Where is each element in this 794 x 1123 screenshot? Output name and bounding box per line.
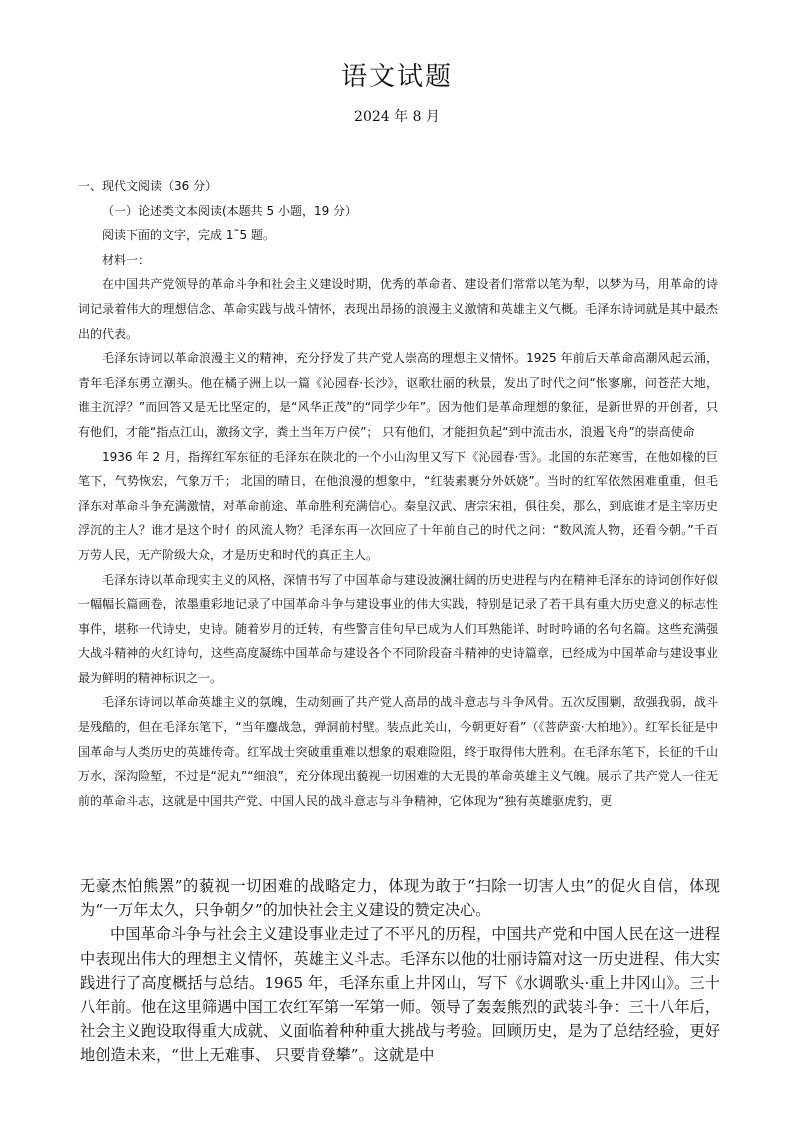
sub-section-heading: （一）论述类文本阅读(本题共 5 小题，19 分） [102, 203, 358, 218]
paragraph: 毛泽东诗词以革命英雄主义的氛魄，生动刻画了共产党人高昂的战斗意志与斗争风骨。五次反围剿，敌强我弱，战斗是残酷的，但在毛泽东笔下，“当年鏖战急，弹洞前村壁。装点此关山，今朝更好看”（《菩萨蛮·大柏地》）。红军长征是中国革命与人类历史的英雄传奇。红军战士突破重重难以想象的艰难险阻，终于取得伟大胜利。在毛泽东笔下，长征的千山万水，深沟险堑，不过是“泥丸”“细浪”，充分体现出藐视一切困难的大无畏的革命英雄主义气魄。展示了共产党人一往无前的革命斗志，这就是中国共产党、中国人民的战斗意志与斗争精神，它体现为“独有英雄驱虎豹，更 [78, 695, 718, 808]
exam-date: 2024 年 8 月 [354, 109, 440, 125]
page-title: 语文试题 [340, 62, 453, 92]
reading-section-continued [80, 874, 720, 1068]
paragraph: 无豪杰怕熊罴”的藐视一切困难的战略定力，体现为敢于“扫除一切害人虫”的促火自信，体现为“一万年太久，只争朝夕”的加快社会主义建设的赞定决心。 [80, 877, 720, 920]
paragraph: 中国革命斗争与社会主义建设事业走过了不平凡的历程，中国共产党和中国人民在这一进程中表现出伟大的理想主义情怀，英雄主义斗志。毛泽东以他的壮丽诗篇对这一历史进程、伟大实践进行了高度概括与总结。1965 年，毛泽东重上井冈山，写下《水调歌头·重上井冈山》。三十八年前。他在这里筛遇中国工农红军第一军第一师。领导了轰轰熊烈的武装斗争：三十八年后，社会主义跑设取得重大成就、义面临着种种重大挑战与考验。回顾历史，是为了总结经验，更好地创造未来，“世上无难事、 只要肯登攀”。这就是中 [80, 925, 720, 1065]
material-label: 材料一： [102, 252, 151, 267]
paragraph: 1936 年 2 月，指挥红军东征的毛泽东在陕北的一个小山沟里又写下《沁园春·雪》。北国的东茫寒雪，在他如椽的巨笔下，气势恢宏，气象万千； 北国的晴日，在他浪漫的想象中，“红装素裹分外妖娆”。当时的红军依然困难重重，但毛泽东对革命斗争充满激情，对革命前途、革命胜利充满信心。秦皇汉武、唐宗宋祖，俱往矣，那么，到底谁才是主宰历史浮沉的主人？谁才是这个时亻的风流人物？毛泽东再一次回应了十年前自己的时代之问：“数风流人物，还看今朝。”千百万劳人民，无产阶级大众，才是历史和时代的真正主人。 [78, 449, 718, 562]
paragraph: 毛泽东诗以革命现实主义的风格，深情书写了中国革命与建设波澜壮阔的历史进程与内在精神毛泽东的诗词创作好似一幅幅长篇画卷，浓墨重彩地记录了中国革命斗争与建设事业的伟大实践，特别是记录了若干具有重大历史意义的标志性事件，堪称一代诗史，史诗。随着岁月的迁转，有些警言佳句早已成为人们耳熟能详、时时吟诵的名句名篇。这些充满强大战斗精神的火红诗句，这些高度凝练中国革命与建设各个不同阶段奋斗精神的史诗篇章，已经成为中国革命与建设事业最为鲜明的精神标识之一。 [78, 572, 718, 685]
instruction-text: 阅读下面的文字，完成 1˜5 题。 [102, 228, 275, 243]
section-heading: 一、现代文阅读（36 分） [78, 179, 218, 193]
reading-section [78, 174, 718, 813]
paragraph: 在中国共产党领导的革命斗争和社会主义建设时期，优秀的革命者、建设者们常常以笔为犁，以梦为马，用革命的诗词记录着伟大的理想信念、革命实践与战斗情怀，表现出昂扬的浪漫主义激情和英雄主义气概。毛泽东诗词就是其中最杰出的代表。 [78, 277, 718, 341]
paragraph: 毛泽东诗词以革命浪漫主义的精神，充分抒发了共产党人崇高的理想主义情怀。1925 年前后天革命高潮风起云涌，青年毛泽东勇立潮头。他在橘子洲上以一篇《沁园春·长沙》，讴歌壮丽的秋景，发出了时代之问“怅寥廓，问苍茫大地，谁主沉浮？”而回答又是无比坚定的，是“风华正茂”的“同学少年”。因为他们是革命理想的象征，是新世界的开创者，只有他们，才能“指点江山，激扬文字，粪土当年万户侯”； 只有他们，才能担负起“到中流击水，浪遏飞舟”的崇高使命 [78, 351, 718, 439]
